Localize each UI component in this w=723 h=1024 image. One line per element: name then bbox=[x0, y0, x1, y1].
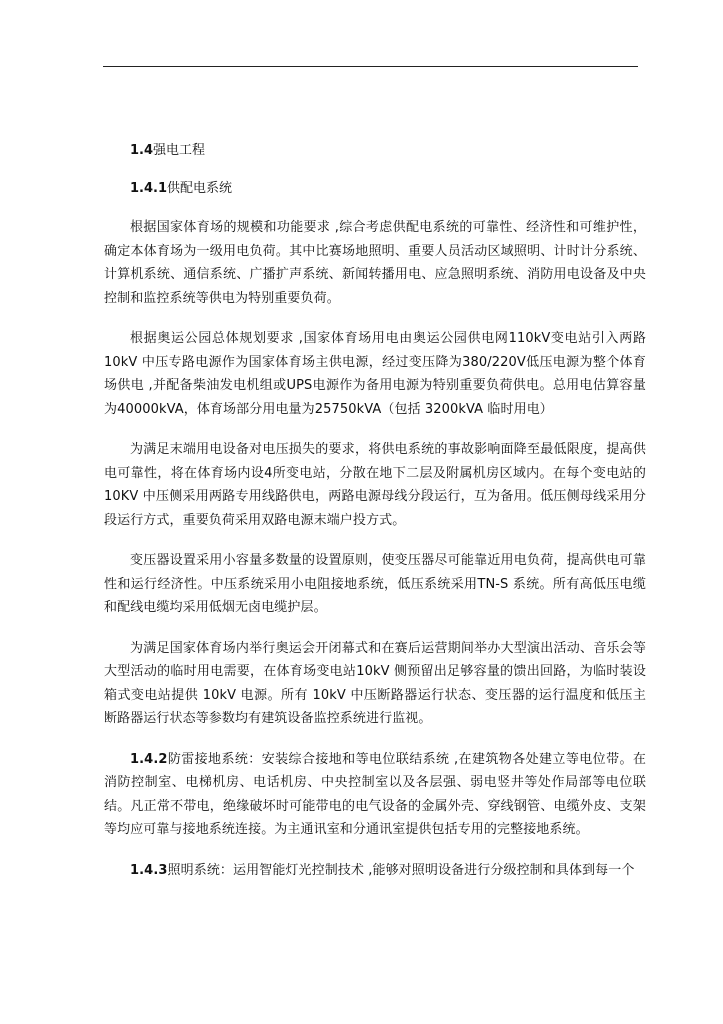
section-text: 防雷接地系统：安装综合接地和等电位联结系统 ,在建筑物各处建立等电位带。在消防控制室、电梯机房、电话机房、中央控制室以及各层强、弱电竖井等处作局部等电位联结。凡正常不带电，绝缘破坏时可能带电的电气设备的金属外壳、穿线钢管、电缆外皮、支架等均应可靠与接地系统连接。为主通讯室和分通讯室提供包括专用的完整接地系统。 bbox=[104, 751, 646, 837]
section-text: 照明系统：运用智能灯光控制技术 ,能够对照明设备进行分级控制和具体到每一个 bbox=[167, 862, 635, 878]
section-title: 供配电系统 bbox=[167, 181, 233, 196]
paragraph-lighting-system bbox=[104, 859, 646, 883]
section-heading-1-4 bbox=[104, 140, 646, 161]
paragraph-temporary-power: 为满足国家体育场内举行奥运会开闭幕式和在赛后运营期间举办大型演出活动、音乐会等大型活动的临时用电需要，在体育场变电站10kV 侧预留出足够容量的馈出回路，为临时装设箱式变电站提供 10kV 电源。所有 10kV 中压断路器运行状态、变压器的运行温度和低压主断路器运行状态等参数均有建筑设备监控系统进行监视。 bbox=[104, 640, 646, 726]
section-number: 1.4.1 bbox=[130, 181, 168, 196]
section-number: 1.4.3 bbox=[130, 862, 168, 878]
header-rule bbox=[103, 66, 638, 67]
section-heading-1-4-1 bbox=[104, 178, 646, 199]
paragraph-lightning-grounding bbox=[104, 748, 646, 842]
paragraph-power-source: 根据奥运公园总体规划要求 ,国家体育场用电由奥运公园供电网110kV变电站引入两路10kV 中压专路电源作为国家体育场主供电源，经过变压降为380/220V低压电源为整个体育场供电 ,并配备柴油发电机组或UPS电源作为备用电源为特别重要负荷供电。总用电估算容量为40000kVA，体育场部分用电量为25750kVA（包括 3200kVA 临时用电） bbox=[104, 331, 646, 417]
paragraph-transformers: 变压器设置采用小容量多数量的设置原则，使变压器尽可能靠近用电负荷，提高供电可靠性和运行经济性。中压系统采用小电阻接地系统，低压系统采用TN-S 系统。所有高低压电缆和配线电缆均采用低烟无卤电缆护层。 bbox=[104, 553, 646, 615]
section-number: 1.4.2 bbox=[130, 751, 168, 767]
section-title: 强电工程 bbox=[153, 143, 206, 158]
section-number: 1.4 bbox=[130, 143, 154, 158]
paragraph-substations: 为满足末端用电设备对电压损失的要求，将供电系统的事故影响面降至最低限度，提高供电可靠性，将在体育场内设4所变电站，分散在地下二层及附属机房区域内。在每个变电站的10KV 中压侧采用两路专用线路供电，两路电源母线分段运行，互为备用。低压侧母线采用分段运行方式，重要负荷采用双路电源末端户投方式。 bbox=[104, 442, 646, 528]
paragraph-load-classification: 根据国家体育场的规模和功能要求 ,综合考虑供配电系统的可靠性、经济性和可维护性，确定本体育场为一级用电负荷。其中比赛场地照明、重要人员活动区域照明、计时计分系统、计算机系统、通信系统、广播扩声系统、新闻转播用电、应急照明系统、消防用电设备及中央控制和监控系统等供电为特别重要负荷。 bbox=[104, 220, 646, 306]
document-body bbox=[104, 140, 646, 899]
